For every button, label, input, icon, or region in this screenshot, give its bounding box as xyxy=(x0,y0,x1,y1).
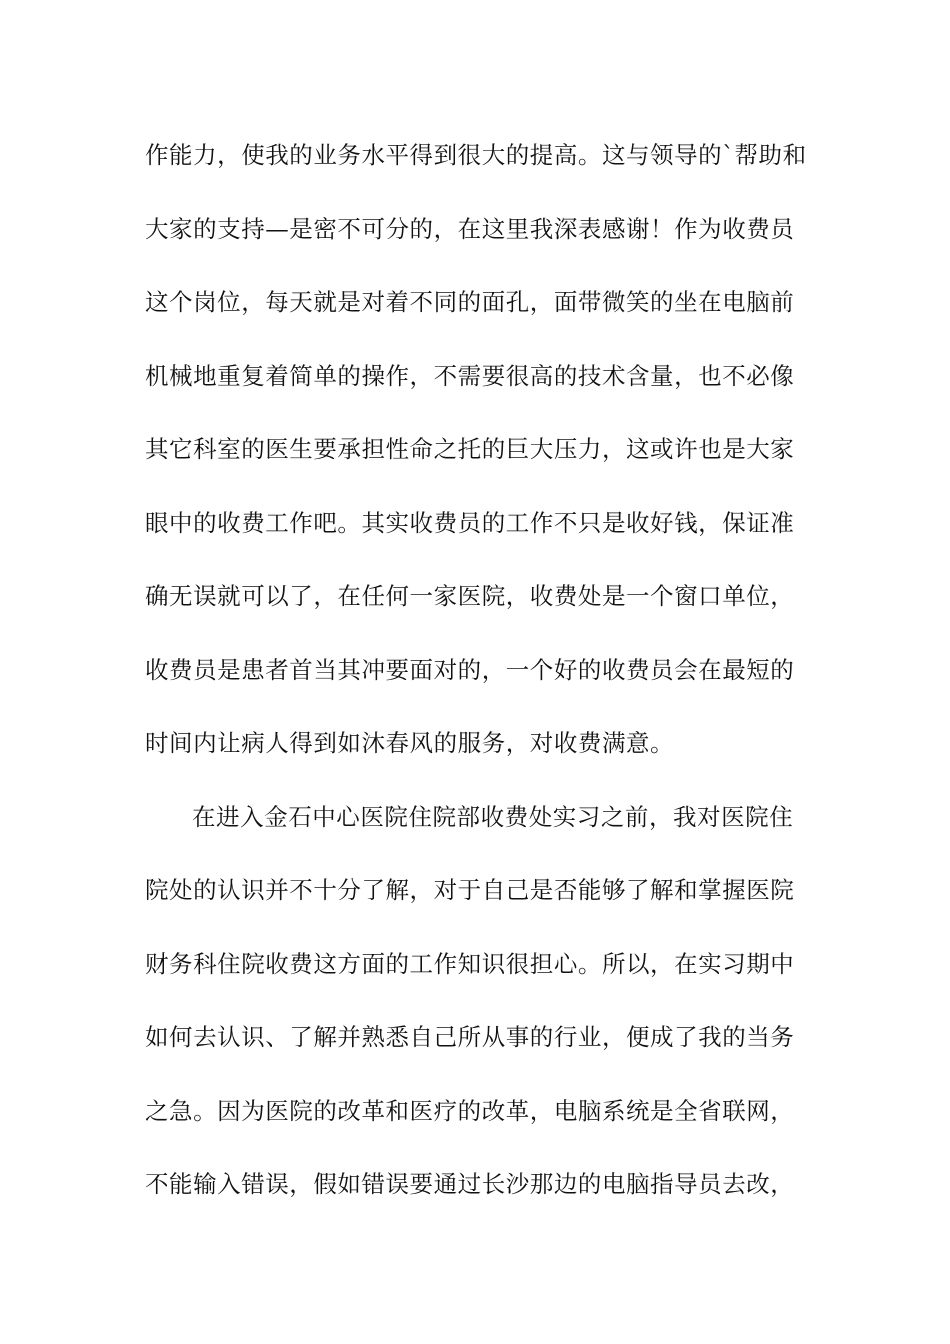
text-line: 时间内让病人得到如沐春风的服务，对收费满意。 xyxy=(145,729,675,757)
paragraph-first-line: 在进入金石中心医院住院部收费处实习之前，我对医院住 xyxy=(192,802,794,831)
text-line: 如何去认识、了解并熟悉自己所从事的行业，便成了我的当务 xyxy=(145,1023,795,1051)
text-line: 眼中的收费工作吧。其实收费员的工作不只是收好钱，保证准 xyxy=(145,508,795,537)
text-line: 院处的认识并不十分了解，对于自己是否能够了解和掌握医院 xyxy=(145,876,795,904)
text-line: 确无误就可以了，在任何一家医院，收费处是一个窗口单位， xyxy=(145,582,795,610)
text-line: 作能力，使我的业务水平得到很大的提高。这与领导的`帮助和 xyxy=(145,141,807,169)
text-line: 之急。因为医院的改革和医疗的改革，电脑系统是全省联网， xyxy=(145,1096,795,1125)
document-body xyxy=(145,127,815,1230)
text-line: 财务科住院收费这方面的工作知识很担心。所以，在实习期中 xyxy=(145,949,795,978)
text-line: 大家的支持—是密不可分的，在这里我深表感谢！作为收费员 xyxy=(145,214,795,243)
text-line: 机械地重复着简单的操作，不需要很高的技术含量，也不必像 xyxy=(145,361,795,390)
text-line: 这个岗位，每天就是对着不同的面孔，面带微笑的坐在电脑前 xyxy=(145,288,795,316)
text-line: 收费员是患者首当其冲要面对的，一个好的收费员会在最短的 xyxy=(145,655,795,684)
text-line: 其它科室的医生要承担性命之托的巨大压力，这或许也是大家 xyxy=(145,435,795,463)
text-line: 不能输入错误，假如错误要通过长沙那边的电脑指导员去改， xyxy=(145,1170,795,1198)
